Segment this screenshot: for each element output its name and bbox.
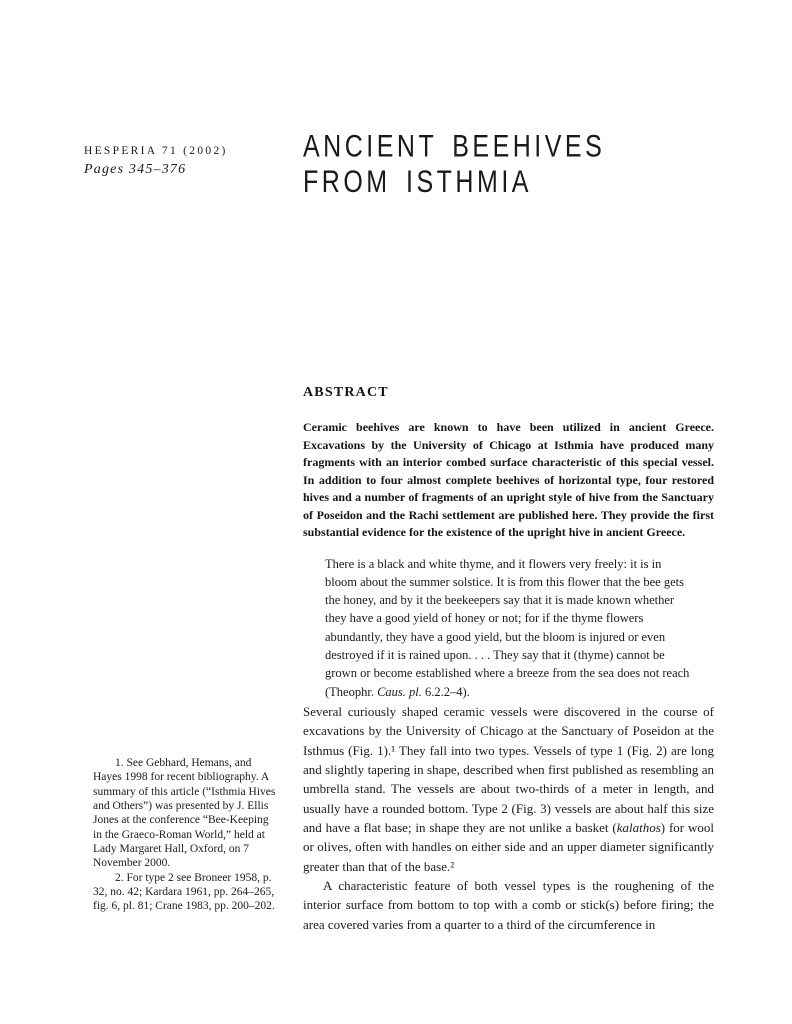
article-title-line-2: FROM ISTHMIA bbox=[303, 164, 532, 200]
journal-volume-line: HESPERIA 71 (2002) bbox=[84, 145, 228, 157]
epigraph-quote: There is a black and white thyme, and it flowers very freely: it is in bloom about the summer solstice. It is from this flower that the bee gets the honey, and by it the beekeepers say that it is made known whether they have a good yield of honey or not; for if the thyme flowers abundantly, they have a good yield, but the bloom is injured or even destroyed if it is rained upon. . . . They say that it (thyme) cannot be grown or become established where a breeze from the sea does not reach (Theophr. Caus. pl. 6.2.2–4). bbox=[325, 556, 690, 699]
footnotes-block bbox=[93, 756, 279, 914]
journal-header bbox=[84, 145, 284, 178]
footnote-1: 1. See Gebhard, Hemans, and Hayes 1998 for recent bibliography. A summary of this article (“Isthmia Hives and Others”) was presented by J. Ellis Jones at the conference “Bee-Keeping in the Graeco-Roman World,” held at Lady Margaret Hall, Oxford, on 7 November 2000. bbox=[93, 757, 276, 870]
abstract-heading: ABSTRACT bbox=[303, 385, 389, 400]
body-paragraph-1: Several curiously shaped ceramic vessels were discovered in the course of excavations by the University of Chicago at the Sanctuary of Poseidon at the Isthmus (Fig. 1).¹ They fall into two types. Vessels of type 1 (Fig. 2) are long and slightly tapering in shape, described when first published as resembling an umbrella stand. The vessels are about two-thirds of a meter in length, and usually have a rounded bottom. Type 2 (Fig. 3) vessels are about half this size and have a flat base; in shape they are not unlike a basket (kalathos) for wool or olives, often with handles on either side and an upper diameter significantly greater than that of the base.² bbox=[303, 703, 714, 874]
footnote-2: 2. For type 2 see Broneer 1958, p. 32, no. 42; Kardara 1961, pp. 264–265, fig. 6, pl. 81; Crane 1983, pp. 200–202. bbox=[93, 871, 275, 913]
body-paragraph-2: A characteristic feature of both vessel types is the roughening of the interior surface from bottom to top with a comb or stick(s) before firing; the area covered varies from a quarter to a third of the circumference in bbox=[303, 877, 714, 932]
main-column bbox=[303, 384, 714, 934]
article-title bbox=[303, 129, 605, 200]
abstract-text: Ceramic beehives are known to have been utilized in ancient Greece. Excavations by the University of Chicago at Isthmia have produced many fragments with an interior combed surface characteristic of this special vessel. In addition to four almost complete beehives of horizontal type, four restored hives and a number of fragments of an upright style of hive from the Sanctuary of Poseidon and the Rachi settlement are published here. They provide the first substantial evidence for the existence of the upright hive in ancient Greece. bbox=[303, 420, 714, 539]
article-title-line-1: ANCIENT BEEHIVES bbox=[303, 129, 606, 165]
journal-pages-line: Pages 345–376 bbox=[84, 162, 187, 177]
